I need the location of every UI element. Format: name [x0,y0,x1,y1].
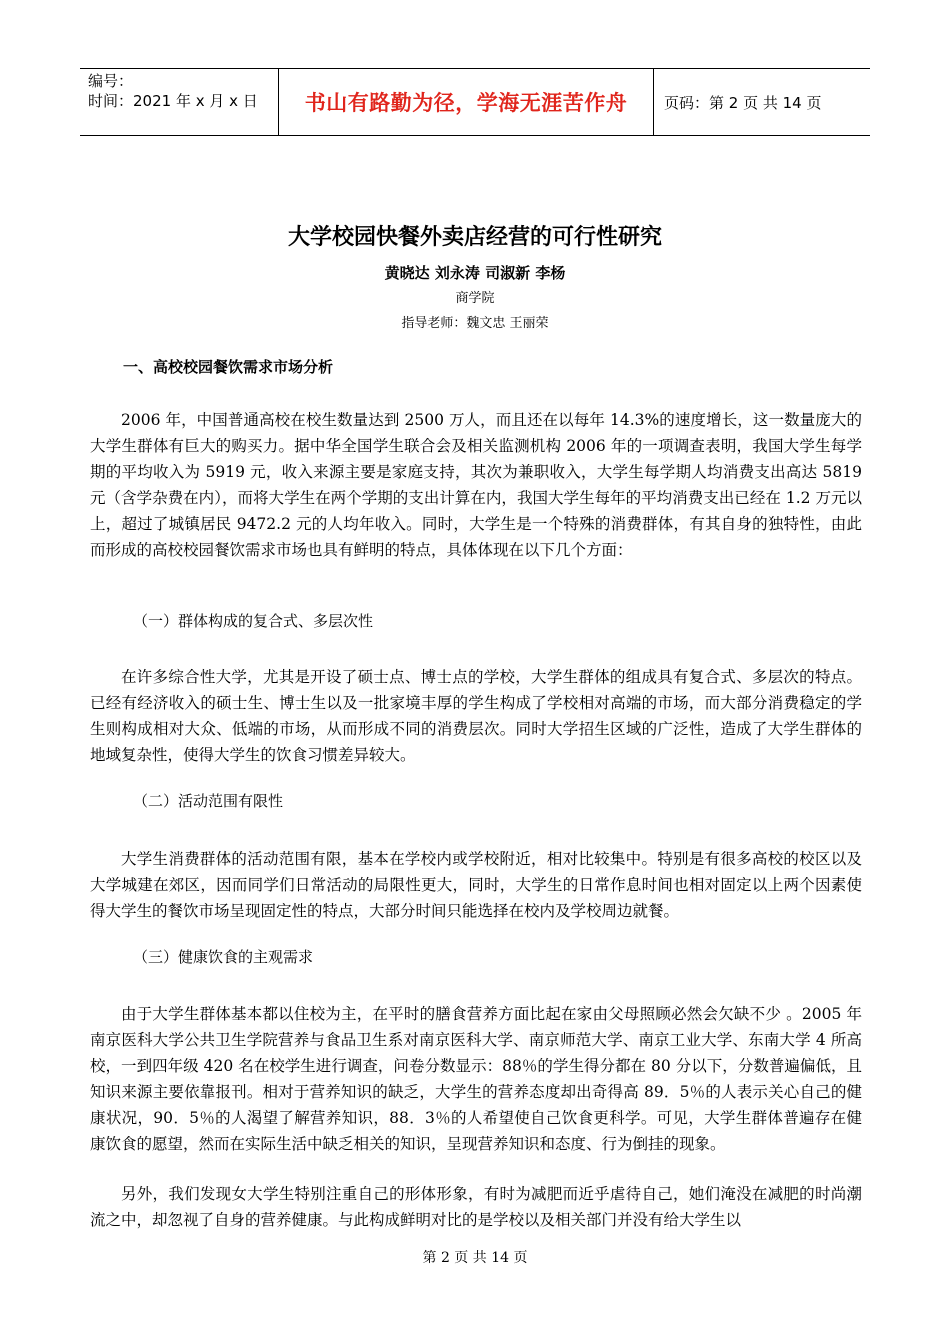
paragraph-3: 大学生消费群体的活动范围有限，基本在学校内或学校附近，相对比较集中。特别是有很多高校的校区以及大学城建在郊区，因而同学们日常活动的局限性更大，同时，大学生的日常作息时间也相对固定以上两个因素使得大学生的餐饮市场呈现固定性的特点，大部分时间只能选择在校内及学校周边就餐。 [90,850,862,920]
subheading-1: （一）群体构成的复合式、多层次性 [133,612,374,630]
paragraph-1: 2006 年，中国普通高校在校生数量达到 2500 万人，而且还在以每年 14.3%的速度增长，这一数量庞大的大学生群体有巨大的购买力。据中华全国学生联合会及相关监测机构 2006 年的一项调查表明，我国大学生每学期的平均收入为 5919 元，收入来源主要是家庭支持，其次为兼职收入，大学生每学期人均消费支出高达 5819 元（含学杂费在内），而将大学生在两个学期的支出计算在内，我国大学生每年的平均消费支出已经在 1.2 万元以上，超过了城镇居民 9472.2 元的人均年收入。同时，大学生是一个特殊的消费群体，有其自身的独特性，由此而形成的高校校园餐饮需求市场也具有鲜明的特点，具体体现在以下几个方面： [90,411,862,559]
motto: 书山有路勤为径，学海无涯苦作舟 [279,69,654,135]
section-heading: 一、高校校园餐饮需求市场分析 [123,358,334,376]
advisor: 指导老师：魏文忠 王丽荣 [401,316,549,331]
paragraph-2: 在许多综合性大学，尤其是开设了硕士点、博士点的学校，大学生群体的组成具有复合式、多层次的特点。已经有经济收入的硕士生、博士生以及一批家境丰厚的学生构成了学校相对高端的市场，而大部分消费稳定的学生则构成相对大众、低端的市场，从而形成不同的消费层次。同时大学招生区域的广泛性，造成了大学生群体的地域复杂性，使得大学生的饮食习惯差异较大。 [90,668,862,764]
page-header [80,68,870,136]
authors: 黄晓达 刘永涛 司淑新 李杨 [384,264,566,282]
subheading-2: （二）活动范围有限性 [133,792,284,810]
paragraph-5: 另外，我们发现女大学生特别注重自己的形体形象，有时为减肥而近乎虐待自己，她们淹没在减肥的时尚潮流之中，却忽视了自身的营养健康。与此构成鲜明对比的是学校以及相关部门并没有给大学生以 [90,1185,862,1229]
page-footer: 第 2 页 共 14 页 [422,1250,528,1266]
paragraph-4: 由于大学生群体基本都以住校为主，在平时的膳食营养方面比起在家由父母照顾必然会欠缺不少 。2005 年南京医科大学公共卫生学院营养与食品卫生系对南京医科大学、南京师范大学、南京工业大学、东南大学 4 所高校，一到四年级 420 名在校学生进行调查，问卷分数显示：88％的学生得分都在 80 分以下，分数普遍偏低，且知识来源主要依靠报刊。相对于营养知识的缺乏，大学生的营养态度却出奇得高 89．5％的人表示关心自己的健康状况，90．5％的人渴望了解营养知识，88．3％的人希望使自己饮食更科学。可见，大学生群体普遍存在健康饮食的愿望，然而在实际生活中缺乏相关的知识，呈现营养知识和态度、行为倒挂的现象。 [90,1005,862,1153]
document-title: 大学校园快餐外卖店经营的可行性研究 [287,225,662,250]
page-info: 页码：第 2 页 共 14 页 [664,93,822,112]
header-left-cell [80,69,279,135]
number-label: 编号： [88,72,134,90]
subheading-3: （三）健康饮食的主观需求 [133,948,314,966]
school: 商学院 [455,291,495,306]
date-label: 时间：2021 年 x 月 x 日 [88,92,258,110]
